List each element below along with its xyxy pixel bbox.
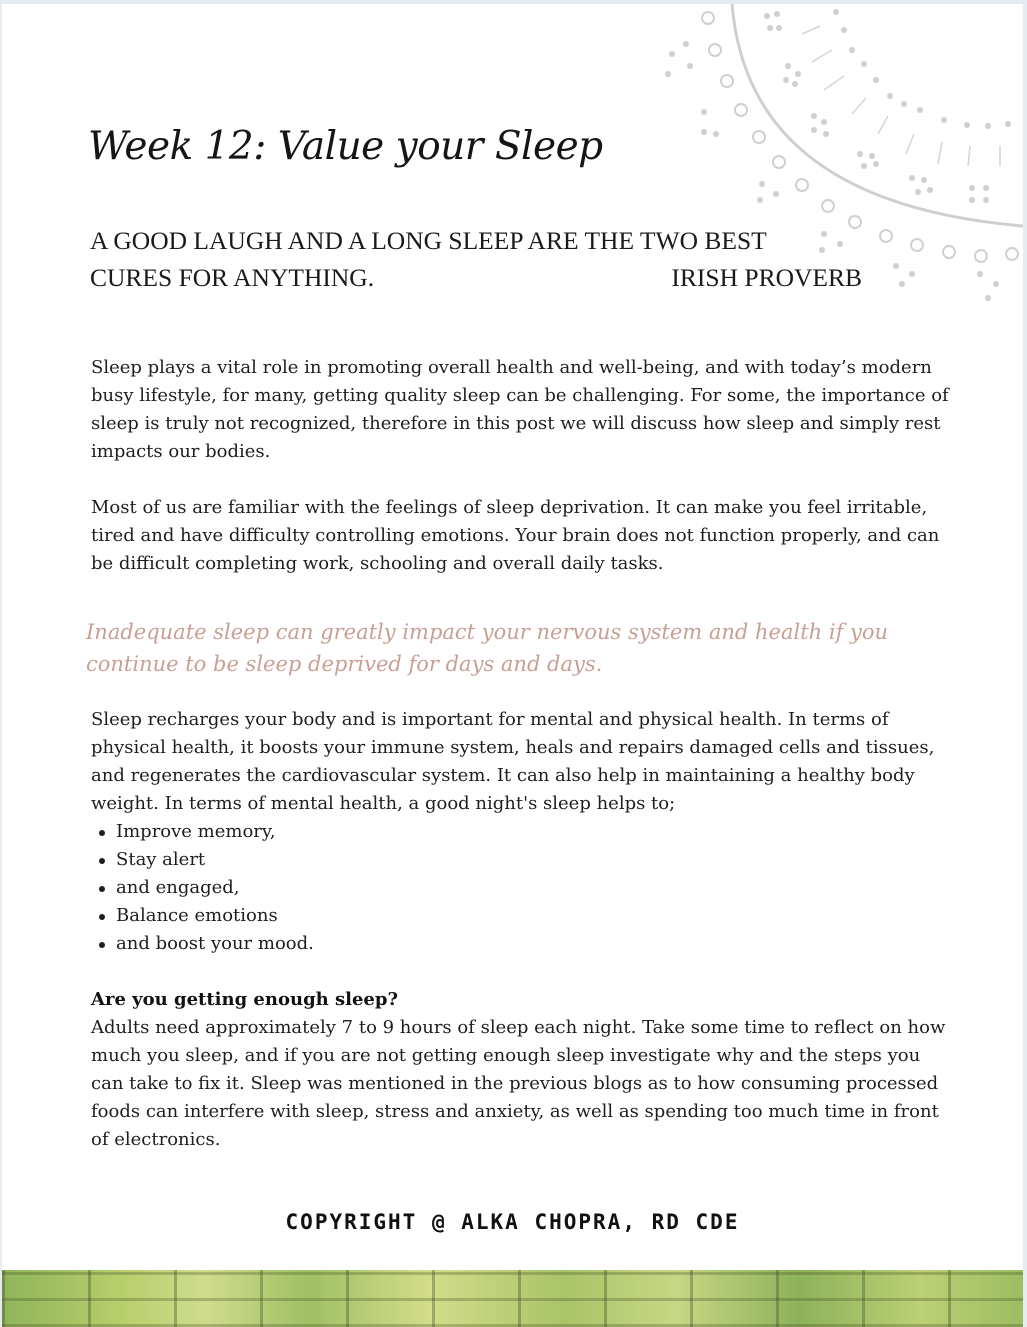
quote-line-2-text: CURES FOR ANYTHING.: [90, 263, 375, 292]
enough-sleep-paragraph: Adults need approximately 7 to 9 hours of sleep each night. Take some time to reflect on how much you sleep, and if you are not getting enough sleep investigate why and the steps you can take to fix it. Sleep was mentioned in the previous blogs as to how consuming processed foods can interfere with sleep, stress and anxiety, as well as spending too much time in front of electronics.: [91, 1017, 946, 1150]
benefits-list: [99, 818, 314, 958]
quote-line-1: A GOOD LAUGH AND A LONG SLEEP ARE THE TWO BEST: [90, 226, 767, 255]
quote-attribution: IRISH PROVERB: [671, 263, 862, 292]
copyright-notice: COPYRIGHT @ ALKA CHOPRA, RD CDE: [285, 1210, 740, 1234]
page-title: Week 12: Value your Sleep: [88, 124, 603, 169]
document-page: [2, 4, 1023, 1327]
list-item: Balance emotions: [99, 902, 314, 930]
highlight-callout: Inadequate sleep can greatly impact your nervous system and health if you continue to be sleep deprived for days and days.: [86, 620, 889, 676]
list-item: and engaged,: [99, 874, 314, 902]
recharge-paragraph: Sleep recharges your body and is important for mental and physical health. In terms of physical health, it boosts your immune system, heals and repairs damaged cells and tissues, and regenerates the cardiovascular system. It can also help in maintaining a healthy body weight. In terms of mental health, a good night's sleep helps to;: [91, 709, 935, 814]
quote-line-2: [90, 259, 862, 296]
footer-decorative-band: [2, 1270, 1023, 1327]
list-item: and boost your mood.: [99, 930, 314, 958]
list-item: Improve memory,: [99, 818, 314, 846]
list-item: Stay alert: [99, 846, 314, 874]
proverb-quote: [90, 222, 870, 296]
intro-paragraph: Sleep plays a vital role in promoting overall health and well-being, and with today’s modern busy lifestyle, for many, getting quality sleep can be challenging. For some, the importance of sleep is truly not recognized, therefore in this post we will discuss how sleep and simply rest impacts our bodies.: [91, 357, 949, 462]
section-heading: Are you getting enough sleep?: [91, 989, 399, 1010]
deprivation-paragraph: Most of us are familiar with the feelings of sleep deprivation. It can make you feel irritable, tired and have difficulty controlling emotions. Your brain does not function properly, and can be difficult completing work, schooling and overall daily tasks.: [91, 497, 940, 574]
